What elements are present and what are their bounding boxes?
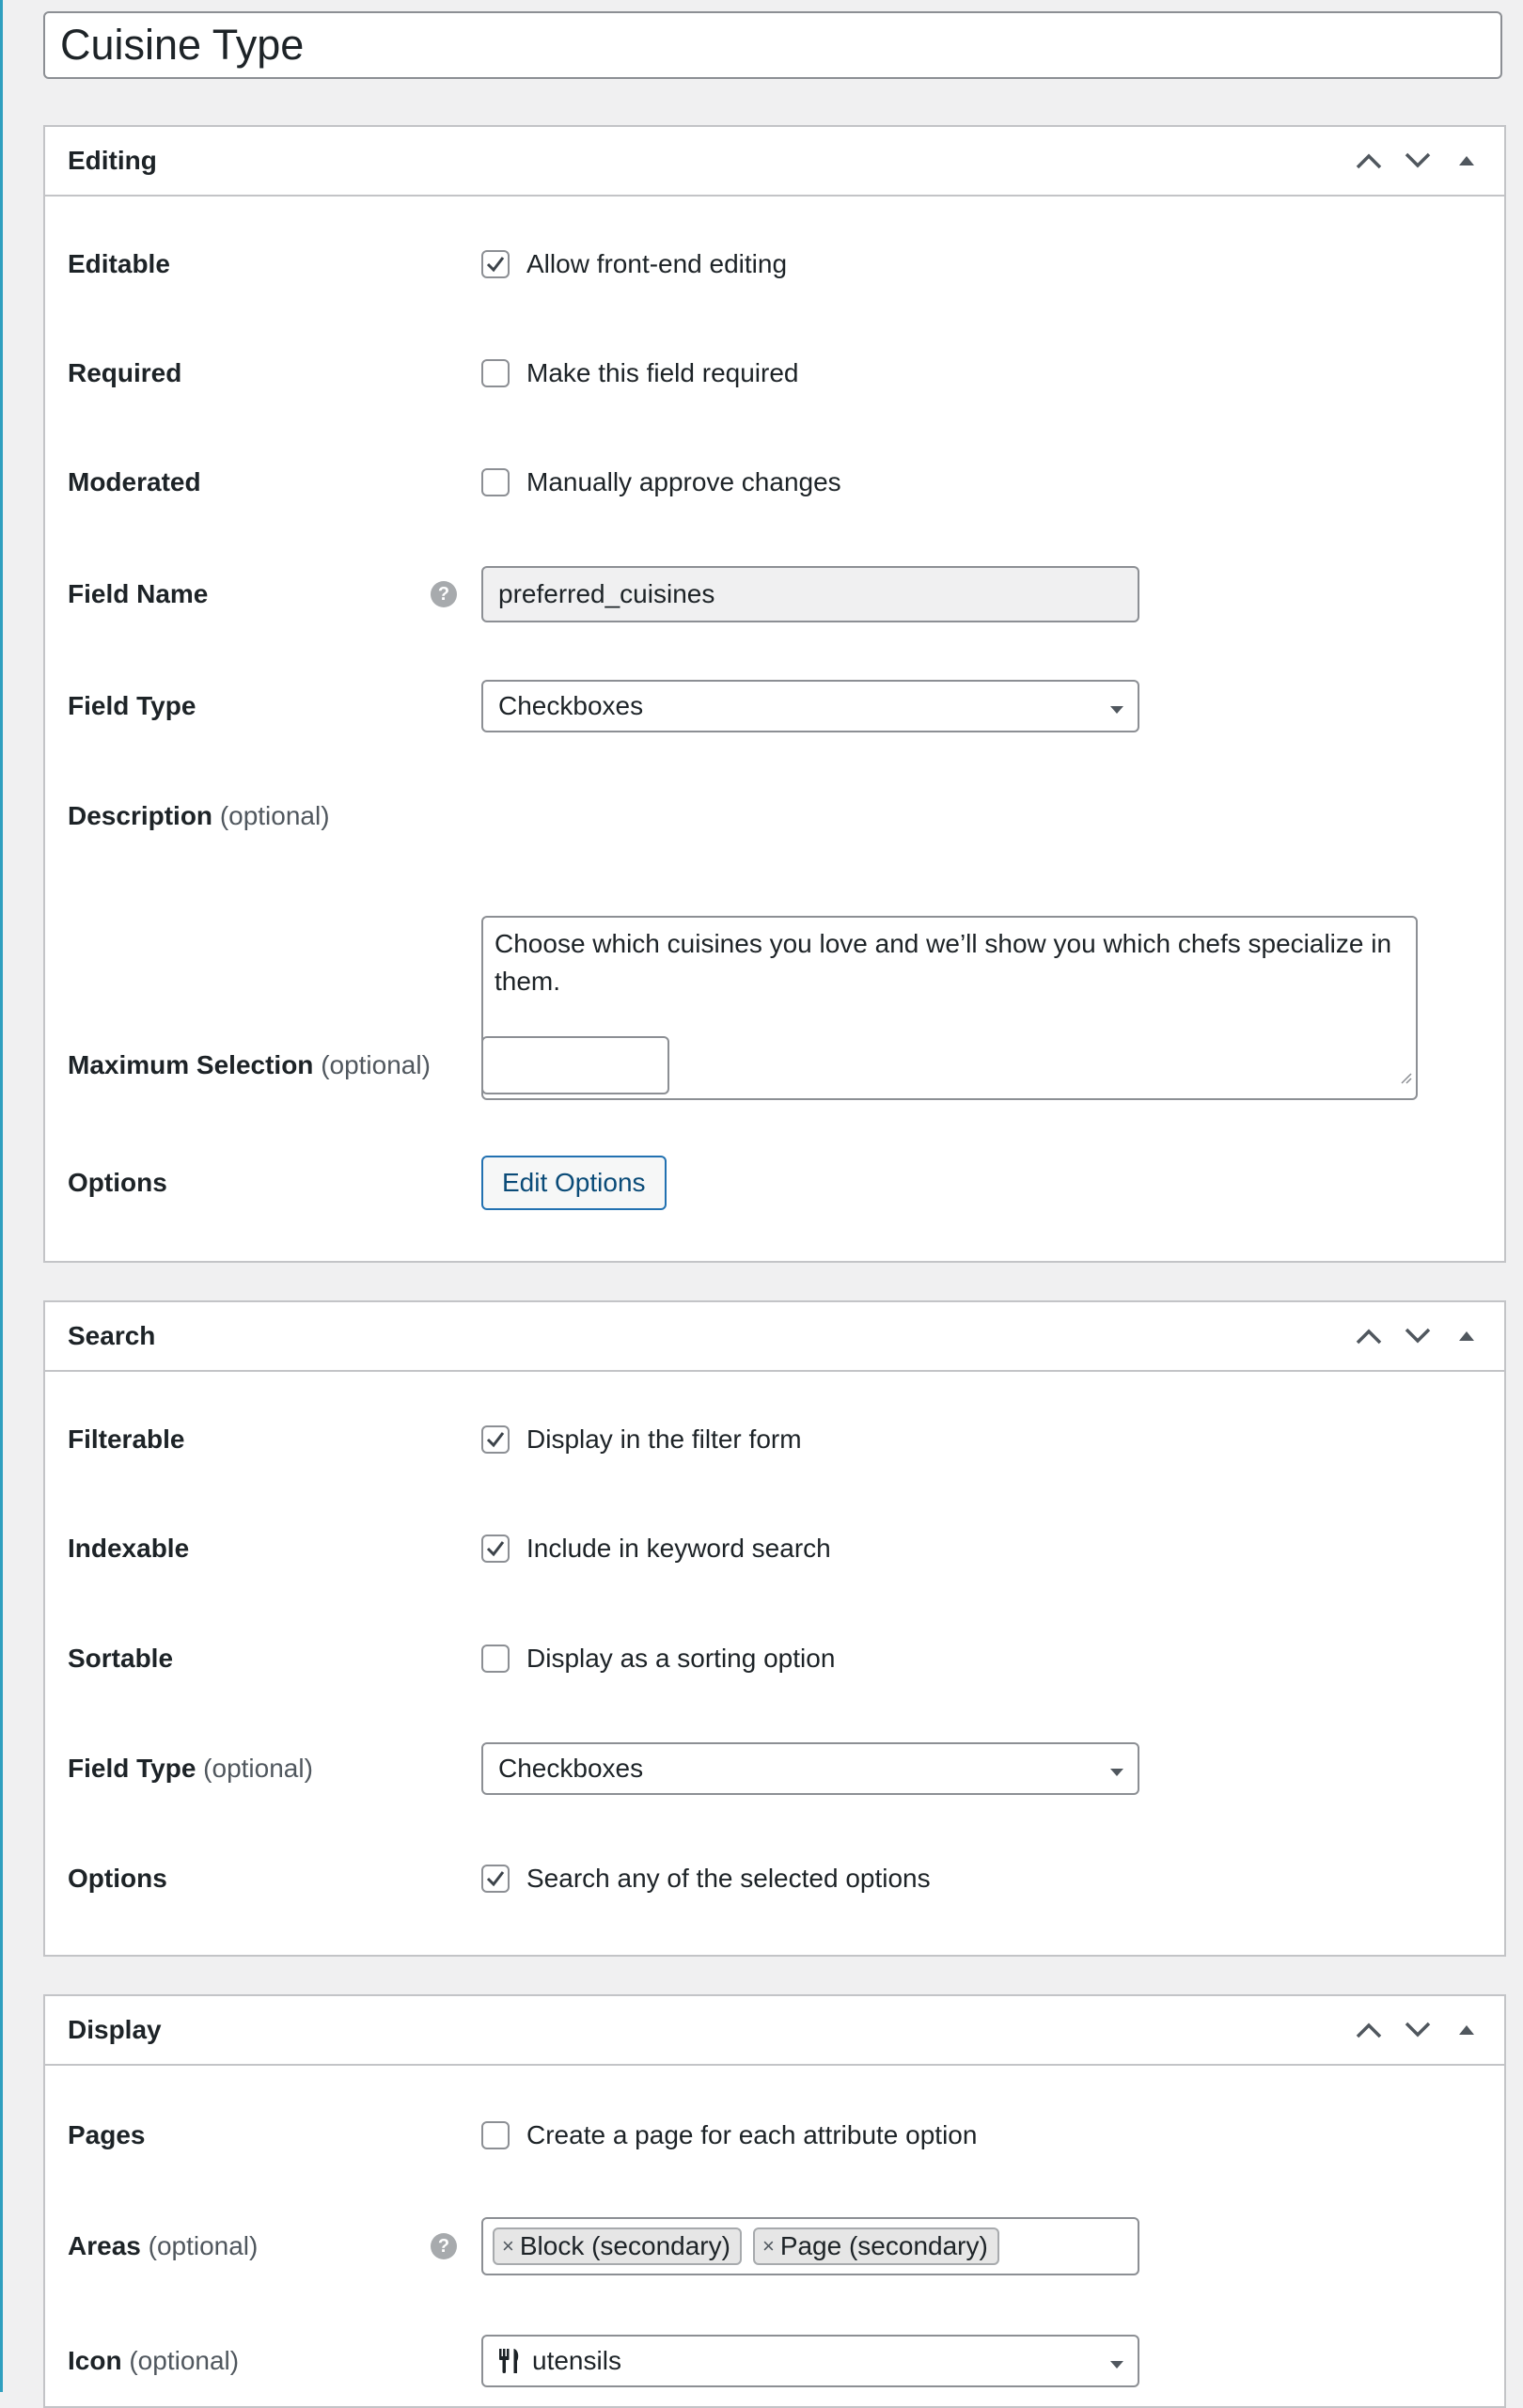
panel-controls	[1344, 1996, 1491, 2064]
left-edge-line	[0, 0, 3, 2392]
move-down-icon[interactable]	[1393, 136, 1442, 185]
filterable-label: Filterable	[68, 1424, 185, 1454]
collapse-toggle-icon[interactable]	[1442, 1312, 1491, 1361]
tag-remove-icon[interactable]: ×	[762, 2234, 775, 2258]
move-up-icon[interactable]	[1344, 2006, 1393, 2054]
description-label: Description (optional)	[68, 801, 330, 830]
editable-option[interactable]	[481, 249, 787, 279]
display-panel-header[interactable]	[45, 1996, 1504, 2066]
editing-panel-header[interactable]	[45, 127, 1504, 197]
utensils-icon	[498, 2348, 521, 2374]
help-icon[interactable]: ?	[431, 581, 457, 607]
display-panel	[43, 1994, 1506, 2408]
indexable-checkbox-label: Include in keyword search	[526, 1534, 831, 1563]
moderated-label: Moderated	[68, 467, 201, 496]
required-checkbox-label: Make this field required	[526, 358, 799, 387]
search-panel-header[interactable]	[45, 1302, 1504, 1372]
move-down-icon[interactable]	[1393, 2006, 1442, 2054]
required-label: Required	[68, 358, 182, 387]
field-name-label: Field Name	[68, 579, 209, 608]
indexable-checkbox[interactable]	[481, 1535, 510, 1563]
options-label: Options	[68, 1168, 167, 1197]
area-tag-label: Block (secondary)	[519, 2231, 730, 2260]
dropdown-arrow-icon	[1109, 1744, 1124, 1793]
search-options-checkbox[interactable]	[481, 1865, 510, 1893]
panel-controls	[1344, 127, 1491, 195]
areas-label: Areas (optional)	[68, 2231, 259, 2260]
sortable-checkbox-label: Display as a sorting option	[526, 1644, 836, 1673]
panel-title: Search	[68, 1321, 156, 1350]
moderated-checkbox[interactable]	[481, 468, 510, 496]
pages-checkbox[interactable]	[481, 2121, 510, 2149]
move-up-icon[interactable]	[1344, 136, 1393, 185]
move-down-icon[interactable]	[1393, 1312, 1442, 1361]
max-selection-label: Maximum Selection (optional)	[68, 1050, 431, 1079]
search-panel	[43, 1300, 1506, 1957]
panel-controls	[1344, 1302, 1491, 1370]
required-option[interactable]	[481, 358, 798, 388]
filterable-option[interactable]	[481, 1424, 802, 1455]
tag-remove-icon[interactable]: ×	[502, 2234, 514, 2258]
panel-title: Display	[68, 2015, 162, 2044]
icon-select[interactable]	[481, 2335, 1139, 2387]
field-name-input[interactable]: preferred_cuisines	[481, 566, 1139, 622]
filterable-checkbox[interactable]	[481, 1425, 510, 1454]
area-tag-label: Page (secondary)	[779, 2231, 988, 2260]
indexable-option[interactable]	[481, 1534, 831, 1564]
sortable-label: Sortable	[68, 1644, 174, 1673]
pages-option[interactable]	[481, 2120, 977, 2150]
field-type-select[interactable]	[481, 680, 1139, 732]
icon-label: Icon (optional)	[68, 2346, 240, 2375]
filterable-checkbox-label: Display in the filter form	[526, 1424, 802, 1454]
moderated-checkbox-label: Manually approve changes	[526, 467, 841, 496]
area-tag	[493, 2227, 742, 2265]
icon-selected-value: utensils	[532, 2346, 621, 2375]
dropdown-arrow-icon	[1109, 2337, 1124, 2385]
editing-panel	[43, 125, 1506, 1263]
required-checkbox[interactable]	[481, 359, 510, 387]
indexable-label: Indexable	[68, 1534, 190, 1563]
search-options-label: Options	[68, 1864, 167, 1893]
search-field-type-select[interactable]	[481, 1742, 1139, 1795]
area-tag	[753, 2227, 999, 2265]
attribute-title-input[interactable]: Cuisine Type	[43, 11, 1502, 79]
panel-title: Editing	[68, 146, 157, 175]
search-options-option[interactable]	[481, 1864, 931, 1894]
collapse-toggle-icon[interactable]	[1442, 2006, 1491, 2054]
search-options-checkbox-label: Search any of the selected options	[526, 1864, 931, 1893]
edit-options-button[interactable]: Edit Options	[481, 1156, 667, 1210]
editable-checkbox[interactable]	[481, 250, 510, 278]
editable-checkbox-label: Allow front-end editing	[526, 249, 788, 278]
move-up-icon[interactable]	[1344, 1312, 1393, 1361]
help-icon[interactable]: ?	[431, 2233, 457, 2259]
sortable-checkbox[interactable]	[481, 1645, 510, 1673]
field-type-label: Field Type	[68, 691, 196, 720]
sortable-option[interactable]	[481, 1644, 835, 1674]
pages-checkbox-label: Create a page for each attribute option	[526, 2120, 978, 2149]
max-selection-input[interactable]	[481, 1036, 669, 1094]
collapse-toggle-icon[interactable]	[1442, 136, 1491, 185]
areas-multiselect[interactable]	[481, 2217, 1139, 2275]
pages-label: Pages	[68, 2120, 146, 2149]
editable-label: Editable	[68, 249, 170, 278]
field-type-selected-value: Checkboxes	[498, 691, 644, 720]
description-text: Choose which cuisines you love and we’ll show you which chefs specialize in them.	[495, 929, 1392, 996]
search-field-type-selected-value: Checkboxes	[498, 1754, 644, 1783]
moderated-option[interactable]	[481, 467, 841, 497]
search-field-type-label: Field Type (optional)	[68, 1754, 313, 1783]
dropdown-arrow-icon	[1109, 682, 1124, 731]
resize-handle-icon[interactable]	[1399, 1057, 1412, 1094]
